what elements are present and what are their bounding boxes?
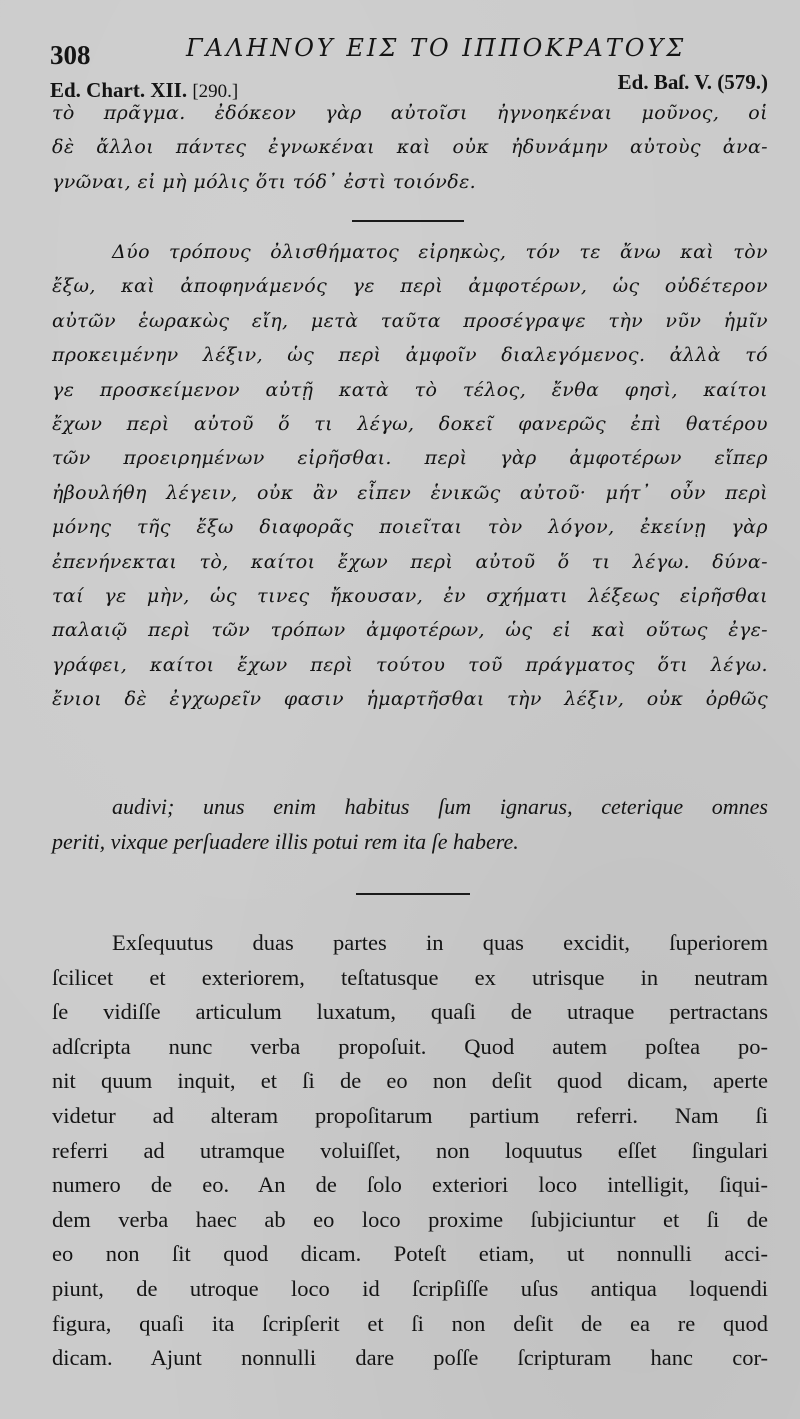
text-line: δὲ ἄλλοι πάντες ἐγνωκέναι καὶ οὐκ ἠδυνάμην αὐτοὺς ἀνα- xyxy=(52,136,768,159)
text-line: αὐτῶν ἑωρακὼς εἴη, μετὰ ταῦτα προσέγραψε τὴν νῦν ἡμῖν xyxy=(52,309,768,332)
latin-translation-continuation xyxy=(52,790,768,859)
text-line: ſcilicet et exteriorem, teſtatusque ex utrisque in neutram xyxy=(52,964,768,990)
text-line: figura, quaſi ita ſcripſerit et ſi non deſit de ea re quod xyxy=(52,1310,768,1336)
edition-basel-ref: Ed. Baſ. V. (579.) xyxy=(617,70,768,94)
text-line: τῶν προειρημένων εἰρῆσθαι. περὶ γὰρ ἀμφοτέρων εἴπερ xyxy=(52,447,768,470)
text-line: adſcripta nunc verba propoſuit. Quod autem poſtea po- xyxy=(52,1033,768,1059)
text-line: προκειμένην λέξιν, ὡς περὶ ἀμφοῖν διαλεγόμενος. ἀλλὰ τό xyxy=(52,344,768,367)
greek-text-commentary xyxy=(52,235,768,716)
text-line: Exſequutus duas partes in quas excidit, ſuperiorem xyxy=(112,930,768,955)
section-divider-latin xyxy=(356,893,470,895)
text-line: numero de eo. An de ſolo exteriori loco intelligit, ſiqui- xyxy=(52,1172,768,1198)
edition-chartier-label: Ed. Chart. XII. xyxy=(50,78,188,102)
text-line: nit quum inquit, et ſi de eo non deſit quod dicam, aperte xyxy=(52,1068,768,1094)
running-title: ΓΑΛΗΝΟΥ ΕΙΣ ΤΟ ΙΠΠΟΚΡΑΤΟΥΣ xyxy=(186,34,687,62)
text-line: ſe vidiſſe articulum luxatum, quaſi de utraque pertractans xyxy=(52,999,768,1025)
text-line: ἔξω, καὶ ἀποφηνάμενός γε περὶ ἀμφοτέρων, ὡς οὐδέτερον xyxy=(52,275,768,298)
text-line: piunt, de utroque loco id ſcripſiſſe uſus antiqua loquendi xyxy=(52,1275,768,1301)
page-header xyxy=(50,30,770,70)
text-line: dicam. Ajunt nonnulli dare poſſe ſcripturam hanc cor- xyxy=(52,1345,768,1371)
greek-text-continuation xyxy=(52,96,768,199)
text-line: γνῶναι, εἰ μὴ μόλις ὅτι τόδ᾽ ἐστὶ τοιόνδε. xyxy=(52,170,477,193)
text-line: τὸ πρᾶγμα. ἐδόκεον γὰρ αὐτοῖσι ἠγνοηκέναι μοῦνος, οἱ xyxy=(52,102,768,124)
text-line: παλαιῷ περὶ τῶν τρόπων ἀμφοτέρων, ὡς εἰ καὶ οὕτως ἐγε- xyxy=(52,619,768,642)
edition-chartier-page: [290.] xyxy=(192,81,239,102)
text-line: audivi; unus enim habitus ſum ignarus, ceterique omnes xyxy=(112,794,768,819)
section-divider-greek xyxy=(352,220,464,222)
text-line: ἔνιοι δὲ ἐγχωρεῖν φασιν ἡμαρτῆσθαι τὴν λέξιν, οὐκ ὀρθῶς xyxy=(52,688,768,711)
text-line: Δύο τρόπους ὀλισθήματος εἰρηκὼς, τόν τε ἄνω καὶ τὸν xyxy=(112,241,768,263)
text-line: ἠβουλήθη λέγειν, οὐκ ἂν εἶπεν ἑνικῶς αὐτοῦ· μήτ᾽ οὖν περὶ xyxy=(52,481,768,504)
text-line: videtur ad alteram propoſitarum partium referri. Nam ſi xyxy=(52,1102,768,1128)
latin-translation-commentary xyxy=(52,926,768,1376)
text-line: μόνης τῆς ἔξω διαφορᾶς ποιεῖται τὸν λόγον, ἐκείνῃ γὰρ xyxy=(52,516,768,539)
text-line: ταί γε μὴν, ὡς τινες ἤκουσαν, ἐν σχήματι λέξεως εἰρῆσθαι xyxy=(52,584,768,607)
text-line: eo non ſit quod dicam. Poteſt etiam, ut nonnulli acci- xyxy=(52,1241,768,1267)
text-line: dem verba haec ab eo loco proxime ſubjiciuntur et ſi de xyxy=(52,1206,768,1232)
page-number: 308 xyxy=(50,40,91,70)
text-line: ἐπενήνεκται τὸ, καίτοι ἔχων περὶ αὐτοῦ ὅ τι λέγω. δύνα- xyxy=(52,550,768,573)
text-line: γε προσκείμενον αὐτῇ κατὰ τὸ τέλος, ἔνθα φησὶ, καίτοι xyxy=(52,378,768,401)
text-line: periti, vixque perſuadere illis potui rem ita ſe habere. xyxy=(52,828,519,854)
text-line: γράφει, καίτοι ἔχων περὶ τούτου τοῦ πράγματος ὅτι λέγω. xyxy=(52,653,768,676)
text-line: referri ad utramque voluiſſet, non loquutus eſſet ſingulari xyxy=(52,1137,768,1163)
text-line: ἔχων περὶ αὐτοῦ ὅ τι λέγω, δοκεῖ φανερῶς ἐπὶ θατέρου xyxy=(52,412,768,435)
